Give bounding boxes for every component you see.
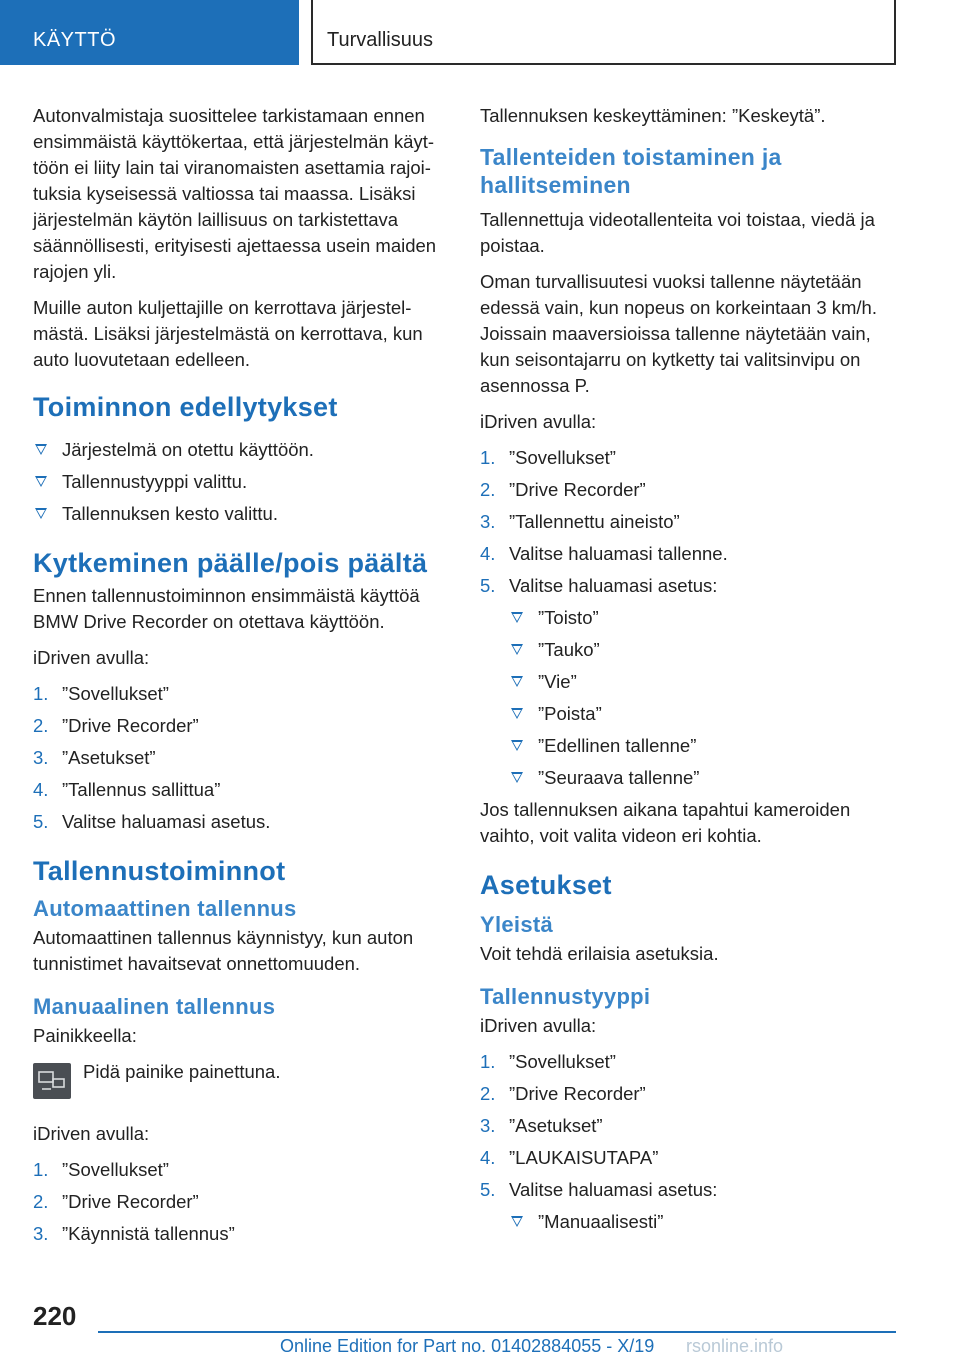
list-item: ”Manuaalisesti” [509, 1209, 900, 1235]
heading-recording-type: Tallennustyyppi [480, 984, 651, 1009]
list-item: ”Vie” [509, 669, 900, 695]
chapter-title: Turvallisuus [327, 29, 433, 51]
playback-steps [480, 445, 900, 599]
idrive-label: iDriven avulla: [33, 647, 150, 668]
list-item: ”Toisto” [509, 605, 900, 631]
step-item: 3. ”Asetukset” [33, 747, 156, 768]
triangle-down-icon [511, 772, 523, 783]
section-tab [0, 0, 299, 65]
step-item: 3. ”Tallennettu aineisto” [480, 511, 680, 532]
step-item: 1. ”Sovellukset” [33, 1159, 169, 1180]
step-item: 2. ”Drive Recorder” [480, 479, 646, 500]
heading-auto-recording: Automaattinen tallennus [33, 896, 297, 921]
idrive-label: iDriven avulla: [480, 1015, 597, 1036]
step-item: 4. ”Tallennus sallittua” [33, 779, 221, 800]
footer-divider [98, 1331, 896, 1333]
triangle-down-icon [35, 476, 47, 487]
step-item: 2. ”Drive Recorder” [480, 1083, 646, 1104]
step-item: 5. Valitse haluamasi asetus: [480, 575, 718, 596]
triangle-down-icon [511, 708, 523, 719]
heading-settings: Asetukset [480, 870, 612, 900]
list-item: Tallennuksen kesto valittu. [33, 501, 453, 527]
requirements-list [33, 437, 453, 527]
playback-paragraph: Oman turvallisuutesi vuoksi tallenne näytetään edessä vain, kun nopeus on korkeintaan 3 km/h. Joissain maaversioissa tallenne näytetään vain, kun seisontajarru on kytketty tai valitsinvipu on asennossa P. [480, 271, 877, 396]
intro-paragraph: Muille auton kuljettajille on kerrottava järjestel-mästä. Lisäksi järjestelmästä on kerrottava, kun auto luovutetaan edelleen. [33, 297, 423, 370]
drive-recorder-button-icon [33, 1063, 71, 1099]
step-item: 1. ”Sovellukset” [480, 1051, 616, 1072]
step-item: 3. ”Käynnistä tallennus” [33, 1223, 235, 1244]
button-instruction-text: Pidä painike painettuna. [83, 1061, 281, 1082]
heading-manual-recording: Manuaalinen tallennus [33, 994, 276, 1019]
heading-general: Yleistä [480, 912, 554, 937]
playback-options [480, 605, 900, 791]
step-item: 5. Valitse haluamasi asetus: [480, 1179, 718, 1200]
step-item: 4. Valitse haluamasi tallenne. [480, 543, 728, 564]
heading-recording-functions: Tallennustoiminnot [33, 856, 286, 886]
list-item: ”Seuraava tallenne” [509, 765, 900, 791]
triangle-down-icon [511, 612, 523, 623]
auto-recording-paragraph: Automaattinen tallennus käynnistyy, kun auton tunnistimet havaitsevat onnettomuuden. [33, 927, 414, 974]
idrive-label: iDriven avulla: [33, 1123, 150, 1144]
idrive-label: iDriven avulla: [480, 411, 597, 432]
button-instruction [33, 1059, 453, 1103]
triangle-down-icon [35, 508, 47, 519]
right-column [480, 103, 900, 1241]
edition-text: Online Edition for Part no. 01402884055 - X/19 [280, 1336, 655, 1356]
step-item: 5. Valitse haluamasi asetus. [33, 811, 271, 832]
triangle-down-icon [511, 1216, 523, 1227]
cancel-paragraph: Tallennuksen keskeyttäminen: ”Keskeytä”. [480, 105, 826, 126]
step-item: 3. ”Asetukset” [480, 1115, 603, 1136]
camera-paragraph: Jos tallennuksen aikana tapahtui kameroiden vaihto, voit valita videon eri kohtia. [480, 799, 851, 846]
watermark: rsonline.info [686, 1336, 784, 1356]
type-steps [480, 1049, 900, 1203]
step-item: 4. ”LAUKAISUTAPA” [480, 1147, 659, 1168]
triangle-down-icon [511, 676, 523, 687]
list-item: Järjestelmä on otettu käyttöön. [33, 437, 453, 463]
list-item: Tallennustyyppi valittu. [33, 469, 453, 495]
triangle-down-icon [511, 740, 523, 751]
triangle-down-icon [511, 644, 523, 655]
list-item: ”Poista” [509, 701, 900, 727]
left-column [33, 103, 453, 1253]
on-off-paragraph: Ennen tallennustoiminnon ensimmäistä käyttöä BMW Drive Recorder on otettava käyttöön. [33, 585, 420, 632]
section-label: KÄYTTÖ [33, 29, 117, 51]
list-item: ”Tauko” [509, 637, 900, 663]
heading-playback: Tallenteiden toistaminen ja hallitseminen [480, 144, 782, 198]
chapter-tab [311, 0, 896, 65]
manual-steps [33, 1157, 453, 1247]
on-off-steps [33, 681, 453, 835]
triangle-down-icon [35, 444, 47, 455]
page-number: 220 [33, 1301, 77, 1331]
type-options [480, 1209, 900, 1235]
step-item: 1. ”Sovellukset” [480, 447, 616, 468]
step-item: 2. ”Drive Recorder” [33, 1191, 199, 1212]
list-item: ”Edellinen tallenne” [509, 733, 900, 759]
heading-on-off: Kytkeminen päälle/pois päältä [33, 548, 428, 578]
heading-requirements: Toiminnon edellytykset [33, 392, 338, 422]
playback-paragraph: Tallennettuja videotallenteita voi toistaa, viedä ja poistaa. [480, 209, 875, 256]
button-label: Painikkeella: [33, 1025, 137, 1046]
step-item: 1. ”Sovellukset” [33, 683, 169, 704]
intro-paragraph: Autonvalmistaja suosittelee tarkistamaan ennen ensimmäistä käyttökertaa, että järjestelmän käyt-töön ei liity lain tai viranomaisten asettamia rajoi-tuksia kyseisessä valtiossa tai maassa. Lisäksi järjestelmän käytön laillisuus on tarkistettava säännöllisesti, erityisesti ajettaessa usein maiden rajojen yli. [33, 105, 437, 282]
general-paragraph: Voit tehdä erilaisia asetuksia. [480, 943, 719, 964]
step-item: 2. ”Drive Recorder” [33, 715, 199, 736]
